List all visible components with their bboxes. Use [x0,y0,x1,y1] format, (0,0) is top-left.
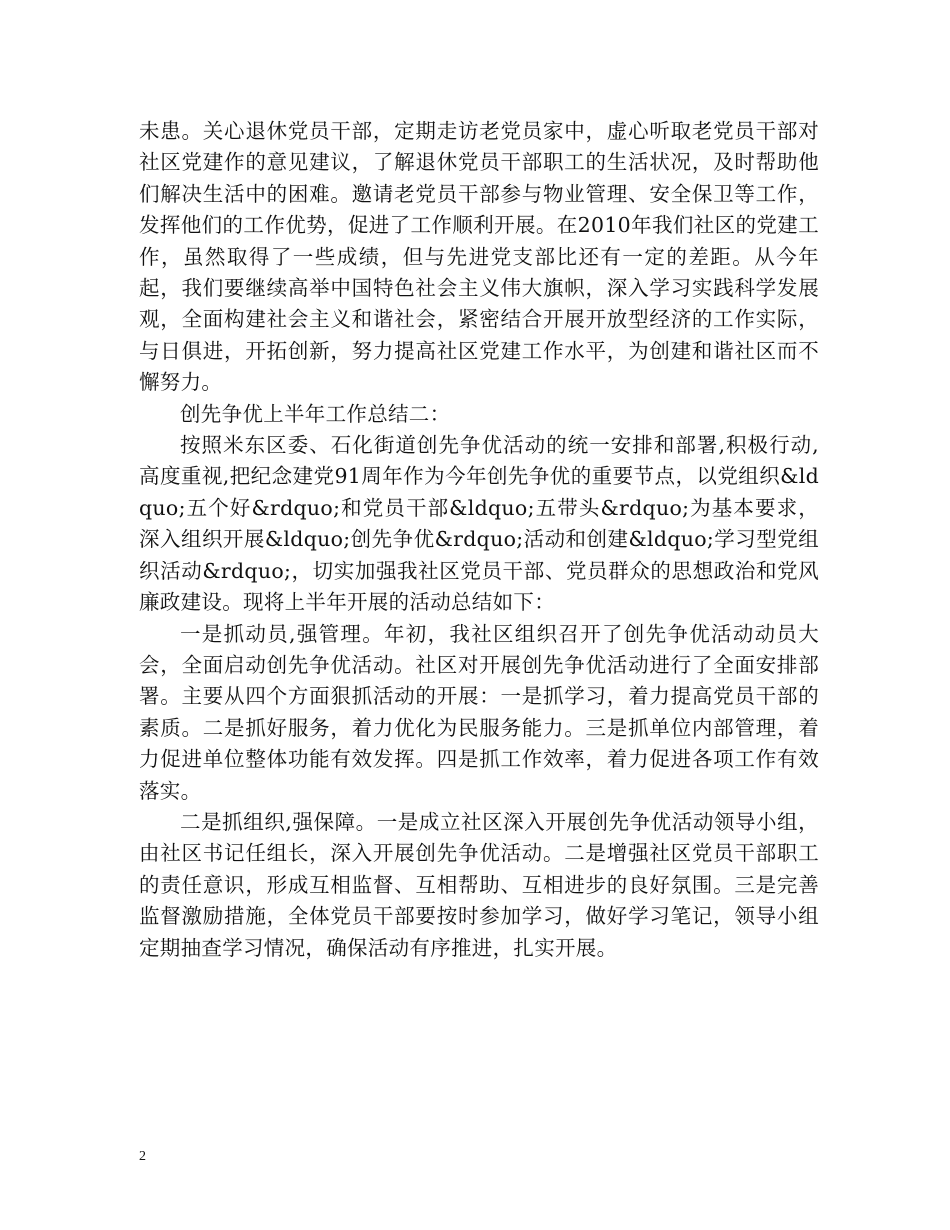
paragraph-3: 按照米东区委、石化街道创先争优活动的统一安排和部署,积极行动, 高度重视,把纪念建党91周年作为今年创先争优的重要节点，以党组织&ldquo;五个好&rdquo;和党员干部&ldquo;五带头&rdquo;为基本要求，深入组织开展&ldquo;创先争优&rdquo;活动和创建&ldquo;学习型党组织活动&rdquo;，切实加强我社区党员干部、党员群众的思想政治和党风廉政建设。现将上半年开展的活动总结如下： [139,433,819,615]
paragraph-4: 一是抓动员,强管理。年初，我社区组织召开了创先争优活动动员大会，全面启动创先争优活动。社区对开展创先争优活动进行了全面安排部署。主要从四个方面狠抓活动的开展：一是抓学习，着力提高党员干部的素质。二是抓好服务，着力优化为民服务能力。三是抓单位内部管理，着力促进单位整体功能有效发挥。四是抓工作效率，着力促进各项工作有效落实。 [139,621,819,803]
document-body [139,116,819,964]
paragraph-5: 二是抓组织,强保障。一是成立社区深入开展创先争优活动领导小组，由社区书记任组长，深入开展创先争优活动。二是增强社区党员干部职工的责任意识，形成互相监督、互相帮助、互相进步的良好氛围。三是完善监督激励措施，全体党员干部要按时参加学习，做好学习笔记，领导小组定期抽查学习情况，确保活动有序推进，扎实开展。 [139,809,819,960]
page-number: 2 [139,1149,146,1164]
section-heading: 创先争优上半年工作总结二： [180,401,451,426]
paragraph-1: 未患。关心退休党员干部，定期走访老党员家中，虚心听取老党员干部对社区党建作的意见建议，了解退休党员干部职工的生活状况，及时帮助他们解决生活中的困难。邀请老党员干部参与物业管理、安全保卫等工作，发挥他们的工作优势，促进了工作顺利开展。在2010年我们社区的党建工作，虽然取得了一些成绩，但与先进党支部比还有一定的差距。从今年起，我们要继续高举中国特色社会主义伟大旗帜，深入学习实践科学发展观，全面构建社会主义和谐社会，紧密结合开展开放型经济的工作实际，与日俱进，开拓创新，努力提高社区党建工作水平，为创建和谐社区而不懈努力。 [139,119,819,395]
